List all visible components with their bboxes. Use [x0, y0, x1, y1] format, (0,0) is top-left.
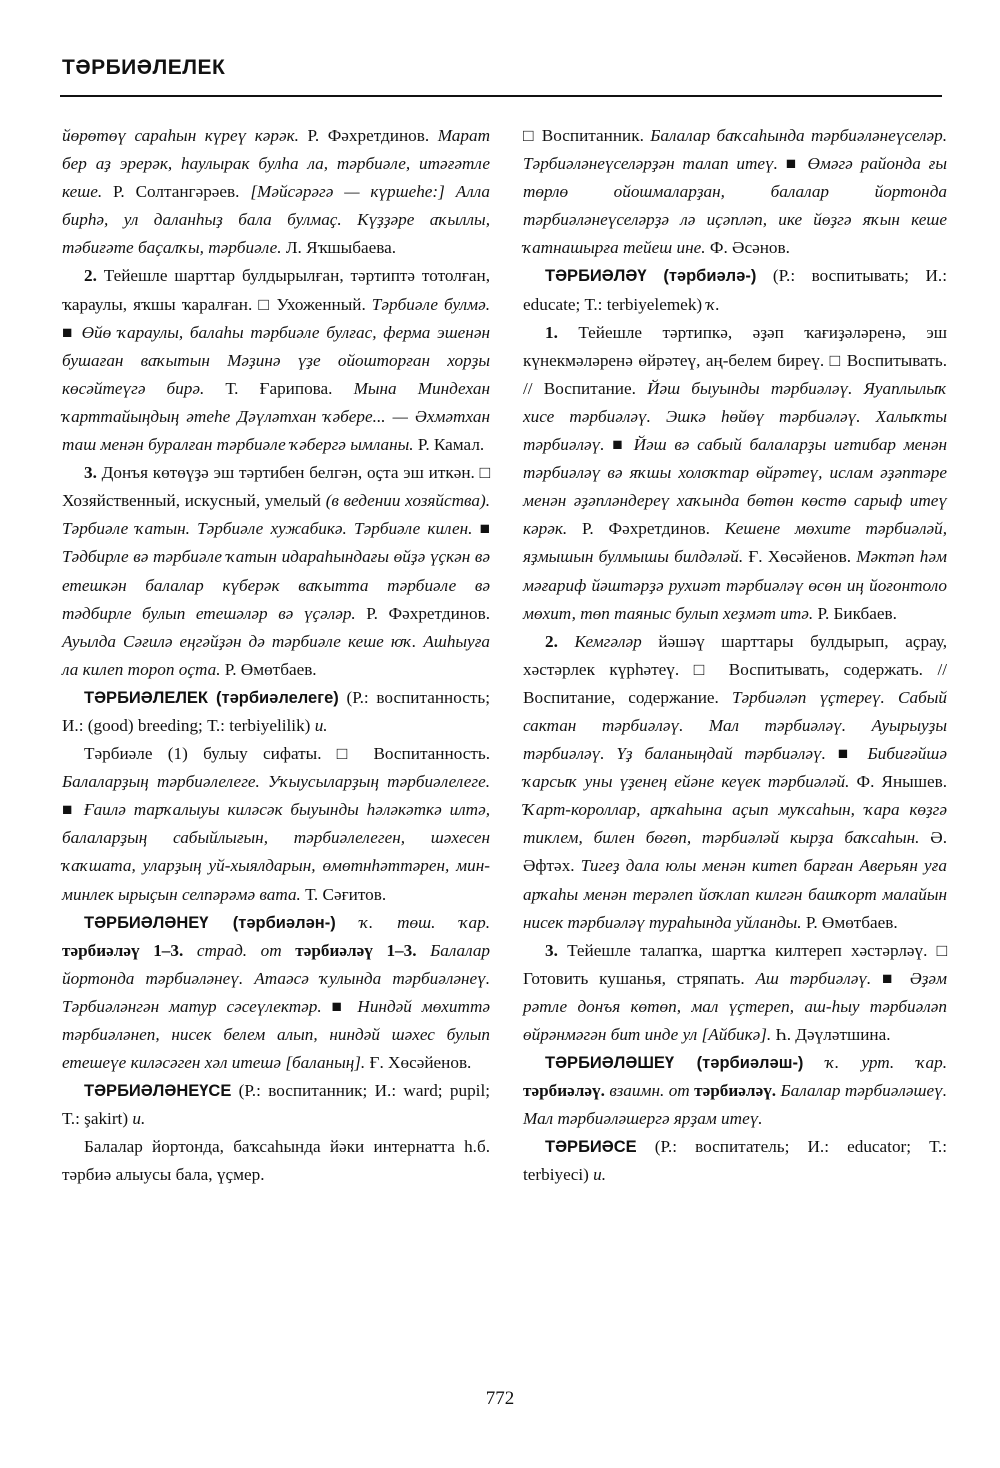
- page-number: 772: [485, 1388, 515, 1409]
- dictionary-paragraph: 1. Тейешле тәртипкә, әҙәп ҡағиҙәләренә, эш күнекмәләренә өйрәтеү, аң-белем биреү. □ Воспитывать. // Воспитание. Йәш быуынды тәрбиәләү. Яуаплылыҡ хисе тәрбиәләү. Эшкә һөйөү тәрбиәләү. Халыҡты тәрбиәләү. ■ Йәш вә сабый балаларҙы иғтибар менән тәрбиәләү вә яҡшы холоҡтар өйрәтеү, ислам әҙәптәре менән әҙәпләндереү хаҡында бөтөн көстө сарыф итеү кәрәк. Р. Фәхретдинов. Кешене мөхите тәрбиәләй, яҙмышын булмышы билдәләй. Ғ. Хөсәйенов. Мәктәп һәм мәғариф йәштәрҙә рухиәт тәрбиәләү өсөн иң йоғонтоло мөхит, төп таяныс булып хеҙмәт итә. Р. Бикбаев.: [523, 322, 948, 623]
- header-rule: [60, 95, 942, 97]
- right-column: [523, 122, 947, 1190]
- dictionary-paragraph: ТӘРБИӘЛӘШЕҮ (тәрбиәләш-) ҡ. урт. ҡар. тәрбиәләү. взаимн. от тәрбиәләү. Балалар тәрбиәләшеү. Мал тәрбиәләшергә ярҙам итеү.: [523, 1053, 948, 1129]
- running-head: ТӘРБИӘЛЕЛЕК: [62, 56, 226, 79]
- dictionary-paragraph: 3. Тейешле талапҡа, шартҡа килтереп хәстәрләү. □ Готовить кушанья, стряпать. Аш тәрбиәләү. ■ Әҙәм рәтле донъя көтөп, мал үҫтереп, аш-һыу тәрбиәләп өйрәнмәгән бит инде ул [Айбикә]. Һ. Дәүләтшина.: [523, 940, 947, 1044]
- dictionary-paragraph: □ Воспитанник. Балалар баҡсаһында тәрбиәләнеүселәр. Тәрбиәләнеүселәрҙән талап итеү. ■ Өмәгә районда ғы төрлө ойошмаларҙан, балалар йортонда тәрбиәләнеүселәрҙә лә иҫәпләп, ике йөҙгә яҡын кеше ҡатнашырға тейеш ине. Ф. Әсәнов.: [523, 126, 947, 258]
- dictionary-paragraph: ТӘРБИӘЛӘҮ (тәрбиәлә-) (Р.: воспитывать; И.: educate; Т.: terbiyelemek) ҡ.: [523, 266, 947, 314]
- dictionary-paragraph: 2. Кемгәләр йәшәү шарттары булдырып, аҫрау, хәстәрлек күрһәтеү. □ Воспитывать, содержать. // Воспитание, содержание. Тәрбиәләп үҫтереү. Сабый сактан тәрбиәләү. Мал тәрбиәләү. Ауырыуҙы тәрбиәләү. Үҙ баланыңдай тәрбиәләү. ■ Бибиғәйшә ҡарсыҡ уны үҙенең ейәне кеүек тәрбиәләй. Ф. Янышев. Ҡарт-короллар, арҡаһына аҫып муҡсаһын, ҡара көҙгә тиклем, билен бөгөп, тәрбиәләй кырҙа баҡсаһын. Ә. Әфтәх. Тигеҙ дала юлы менән китеп барған Аверьян уға арҡаһы менән терәлеп йоҡлап килгән башҡорт малайын нисек тәрбиәләү тураһында уйланды. Р. Өмөтбаев.: [523, 631, 948, 932]
- dictionary-paragraph: ТӘРБИӘЛӘНЕҮ (тәрбиәлән-) ҡ. төш. ҡар. тәрбиәләү 1–3. страд. от тәрбиәләү 1–3. Балалар йортонда тәрбиәләнеү. Атаәсә ҡулында тәрбиәләнеү. Тәрбиәләнгән матур сәсеүлектәр. ■ Ниндәй мөхиттә тәрбиәләнеп, нисек белем алып, ниндәй шәхес булып етешеүе киләсәген хәл итешә [баланың]. Ғ. Хөсәйенов.: [62, 912, 491, 1073]
- dictionary-paragraph: 2. Тейешле шарттар булдырылған, тәртиптә тотолған, ҡараулы, яҡшы ҡаралған. □ Ухоженный. Тәрбиәле булмә. ■ Өйө ҡараулы, балаһы тәрбиәле булғас, ферма эшенән бушаған ваҡытын Мәҙинә үҙе ойошторған хорҙы көсәйтеүгә бирә. Т. Ғарипова. Мына Миндехан ҡарттайыңдың әтеһе Дәүләтхан ҡәбере... — Әхмәтхан таш менән буралған тәрбиәле ҡәбергә ымланы. Р. Камал.: [62, 266, 491, 455]
- dictionary-paragraph: ТӘРБИӘСЕ (Р.: воспитатель; И.: educator; Т.: terbiyeci) и.: [523, 1137, 947, 1185]
- dictionary-paragraph: 3. Донъя көтөүҙә эш тәртибен белгән, оҫта эш иткән. □ Хозяйственный, искусный, умелый (в ведении хозяйства). Тәрбиәле ҡатын. Тәрбиәле хужабикә. Тәрбиәле килен. ■ Тәдбирле вә тәрбиәле ҡатын идараһындағы өйҙә үҫкән вә етешкән балалар күберәк ваҡытта тәрбиәле вә тәдбирле булып етешәләр вә үҫәләр. Р. Фәхретдинов. Ауылда Сәғилә еңгәйҙән дә тәрбиәле кеше юҡ. Ашһыуға ла килеп тороп оҫта. Р. Өмөтбаев.: [62, 463, 490, 679]
- dictionary-paragraph: Тәрбиәле (1) булыу сифаты. □ Воспитанность. Балаларҙың тәрбиәлелеге. Уҡыусыларҙың тәрбиәлелеге. ■ Ғаилә тарҡалыуы киләсәк быуынды һәләкәткә илтә, балаларҙың сабыйлығын, тәрбиәлелеген, шәхесен ҡаҡшата, уларҙың уй-хыялдарын, өмөтнһәттәрен, мин-минлек ырыҫын селпәрәмә вата. Т. Сәғитов.: [62, 744, 490, 904]
- left-column: [62, 122, 490, 1190]
- dictionary-paragraph: йөрөтөү сараһын күреү кәрәк. Р. Фәхретдинов. Марат бер аҙ эрерәк, һаулырак булһа ла, тәрбиәле, итәғәтле кеше. Р. Солтангәрәев. [Мәйсәрәгә — күршеһе:] Алла бирһә, ул даланһыҙ бала булмаҫ. Күҙҙәре аҡыллы, тәбиғәте баҫалҡы, тәрбиәле. Л. Яҡшыбаева.: [62, 126, 490, 258]
- dictionary-paragraph: ТӘРБИӘЛӘНЕҮСЕ (Р.: воспитанник; И.: ward; pupil; Т.: şakirt) и.: [62, 1081, 490, 1129]
- dictionary-paragraph: ТӘРБИӘЛЕЛЕК (тәрбиәлелеге) (Р.: воспитанность; И.: (good) breeding; Т.: terbiyelilik) и.: [62, 687, 490, 735]
- dictionary-paragraph: Балалар йортонда, баҡсаһында йәки интернатта һ.б. тәрбиә алыусы бала, үҫмер.: [62, 1137, 490, 1185]
